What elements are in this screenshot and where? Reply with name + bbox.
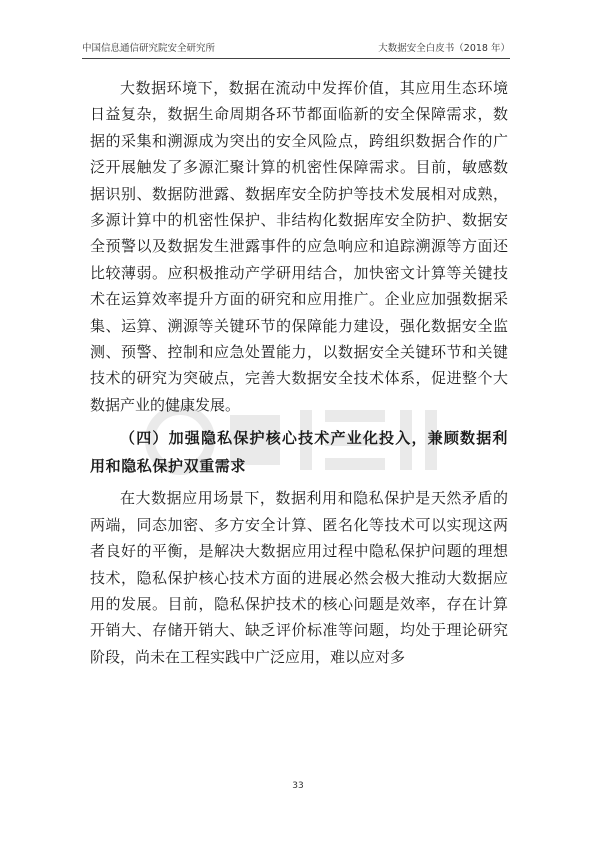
body-paragraph: 大数据环境下，数据在流动中发挥价值，其应用生态环境日益复杂，数据生命周期各环节都面临新的安全保障需求，数据的采集和溯源成为突出的安全风险点，跨组织数据合作的广泛开展触发了多源汇聚计算的机密性保障需求。目前，敏感数据识别、数据防泄露、数据库安全防护等技术发展相对成熟，多源计算中的机密性保护、非结构化数据库安全防护、数据安全预警以及数据发生泄露事件的应急响应和追踪溯源等方面还比较薄弱。应积极推动产学研用结合，加快密文计算等关键技术在运算效率提升方面的研究和应用推广。企业应加强数据采集、运算、溯源等关键环节的保障能力建设，强化数据安全监测、预警、控制和应急处置能力，以数据安全关键环节和关键技术的研究为突破点，完善大数据安全技术体系，促进整个大数据产业的健康发展。 — [90, 79, 508, 414]
page-body — [90, 75, 508, 670]
body-paragraph: 在大数据应用场景下，数据利用和隐私保护是天然矛盾的两端，同态加密、多方安全计算、匿名化等技术可以实现这两者良好的平衡，是解决大数据应用过程中隐私保护问题的理想技术，隐私保护核心技术方面的进展必然会极大推动大数据应用的发展。目前，隐私保护技术的核心问题是效率，存在计算开销大、存储开销大、缺乏评价标准等问题，均处于理论研究阶段，尚未在工程实践中广泛应用，难以应对多 — [90, 489, 508, 666]
page-header — [82, 40, 510, 56]
page-number: 33 — [292, 781, 304, 791]
header-divider — [82, 58, 510, 59]
header-organization: 中国信息通信研究院安全研究所 — [82, 43, 216, 54]
section-heading: （四）加强隐私保护核心技术产业化投入，兼顾数据利用和隐私保护双重需求 — [90, 429, 508, 476]
header-document-title: 大数据安全白皮书（2018 年） — [378, 43, 510, 54]
